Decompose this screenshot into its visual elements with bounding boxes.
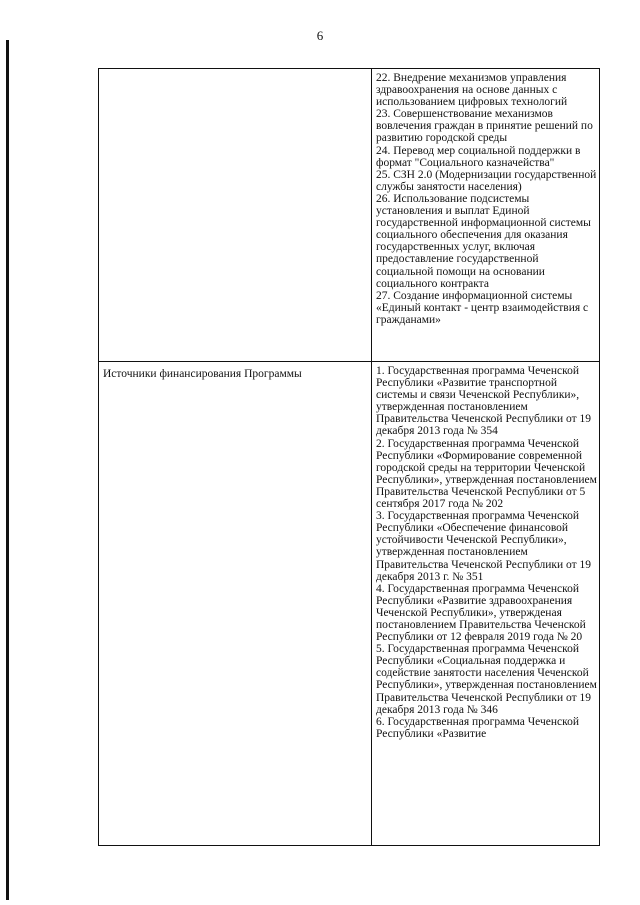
program-table (98, 68, 600, 846)
list-item: 25. СЗН 2.0 (Модернизации государственной службы занятости населения) (376, 168, 597, 193)
list-item: 24. Перевод мер социальной поддержки в формат "Социального казначейства" (376, 144, 581, 169)
row1-content-cell (376, 72, 598, 326)
column-divider (371, 69, 372, 845)
financing-sources-label: Источники финансирования Программы (103, 368, 302, 380)
page-number: 6 (316, 28, 324, 43)
table-row (99, 69, 599, 362)
list-item: 26. Использование подсистемы установления и выплат Единой государственной информационной системы социального обеспечения для оказания государственных услуг, включая предоставление государственной социальной помощи на основании социального контракта (376, 192, 591, 290)
list-item: 27. Создание информационной системы «Единый контакт - центр взаимодействия с гражданами» (376, 289, 589, 326)
list-item: 22. Внедрение механизмов управления здравоохранения на основе данных с использованием цифровых технологий (376, 72, 568, 109)
list-item: 1. Государственная программа Чеченской Республики «Развитие транспортной системы и связи Чеченской Республики», утвержденная постановлением Правительства Чеченской Республики от 19 декабря 2013 года № 354 (376, 365, 592, 438)
binding-edge-line (6, 40, 9, 900)
list-item: 3. Государственная программа Чеченской Республики «Обеспечение финансовой устойчивости Чеченской Республики», утвержденная постановлением Правительства Чеченской Республики от 19 декабря 2013 г. № 351 (376, 510, 592, 583)
list-item: 2. Государственная программа Чеченской Республики «Формирование современной городской среды на территории Чеченской Республики», утвержденная постановлением Правительства Чеченской Республики от 5 сентября 2017 года № 202 (376, 437, 597, 511)
list-item: 23. Совершенствование механизмов вовлечения граждан в принятие решений по развитию городской среды (376, 108, 593, 145)
list-item: 6. Государственная программа Чеченской Республики «Развитие (376, 715, 580, 740)
financing-sources-list (376, 365, 598, 740)
list-item: 5. Государственная программа Чеченской Республики «Социальная поддержка и содействие занятости населения Чеченской Республики», утвержденная постановлением Правительства Чеченской Республики от 19 декабря 2013 года № 346 (376, 643, 597, 716)
table-row (99, 362, 599, 847)
list-item: 4. Государственная программа Чеченской Республики «Развитие здравоохранения Чеченской Республики», утвержденая постановлением Правительства Чеченской Республики от 12 февраля 2019 года № 20 (376, 582, 586, 644)
